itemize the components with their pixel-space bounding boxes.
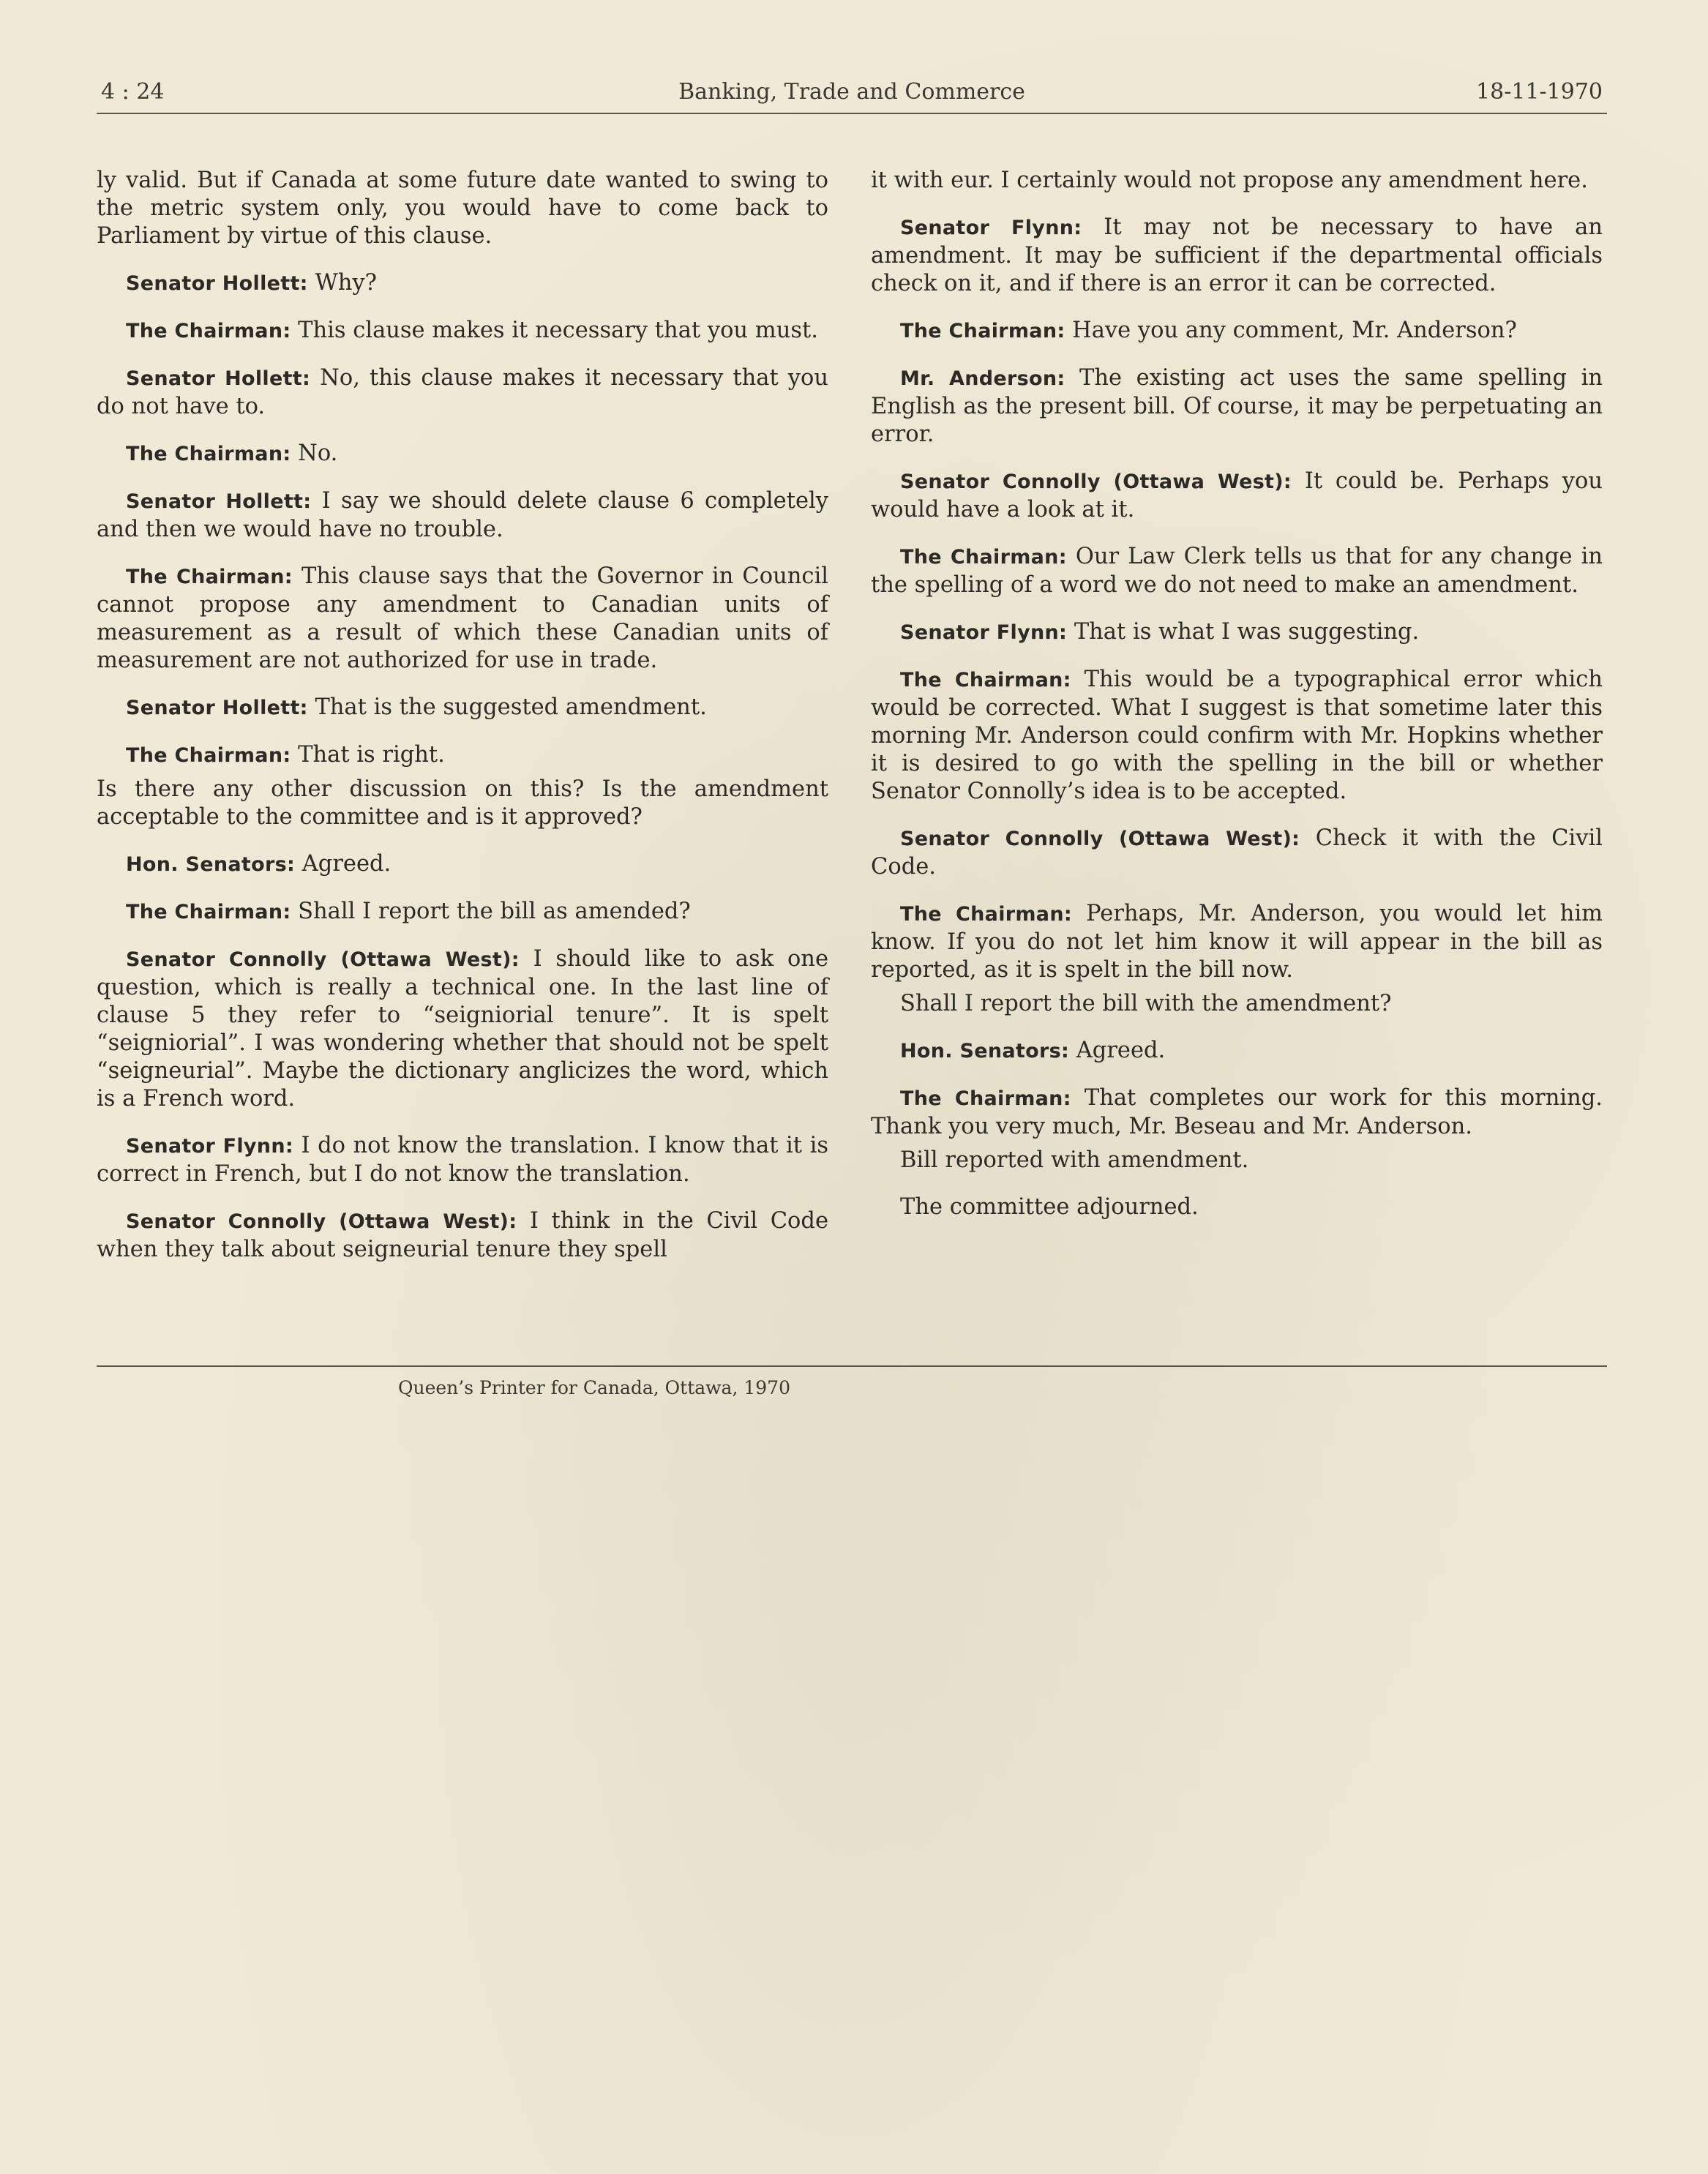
transcript-paragraph <box>97 440 828 468</box>
paragraph-text: Agreed. <box>1069 1038 1166 1063</box>
speaker-name: The Chairman: <box>900 669 1071 691</box>
transcript-paragraph <box>871 1037 1603 1065</box>
paragraph-text: The committee adjourned. <box>900 1194 1199 1220</box>
paragraph-text: It could be. Perhaps you would have a look at it. <box>871 468 1603 522</box>
speaker-name: The Chairman: <box>126 320 291 342</box>
transcript-paragraph <box>871 990 1603 1018</box>
transcript-paragraph <box>97 694 828 722</box>
speaker-name: The Chairman: <box>126 443 291 465</box>
transcript-paragraph <box>97 317 828 345</box>
transcript-paragraph <box>871 1193 1603 1221</box>
speaker-name: Senator Hollett: <box>126 697 308 719</box>
transcript-paragraph <box>871 1147 1603 1174</box>
transcript-paragraph <box>97 741 828 770</box>
transcript-paragraph <box>97 850 828 879</box>
speaker-name: The Chairman: <box>900 546 1067 569</box>
right-column <box>871 167 1603 1240</box>
paragraph-text: Is there any other discussion on this? Is the amendment acceptable to the committee and is it approved? <box>97 776 828 830</box>
transcript-paragraph <box>871 543 1603 599</box>
speaker-name: Senator Hollett: <box>126 367 311 390</box>
paragraph-text: I say we should delete clause 6 completely and then we would have no trouble. <box>97 488 829 542</box>
transcript-paragraph <box>871 364 1603 449</box>
footer-divider <box>97 1365 1607 1367</box>
paragraph-text: Have you any comment, Mr. Anderson? <box>1065 318 1517 343</box>
transcript-paragraph <box>97 945 828 1113</box>
paragraph-text: Check it with the Civil Code. <box>871 825 1603 880</box>
transcript-paragraph <box>871 167 1603 195</box>
paragraph-text: This clause says that the Governor in Council cannot propose any amendment to Canadian units of measurement as a result of which these Canadian units of measurement are not authorized for use in trade. <box>97 563 828 673</box>
transcript-paragraph <box>871 618 1603 647</box>
paragraph-text: ly valid. But if Canada at some future date wanted to swing to the metric system only, you would have to come back to Parliament by virtue of this clause. <box>97 168 828 249</box>
paragraph-text: That completes our work for this morning. Thank you very much, Mr. Beseau and Mr. Anderson. <box>871 1085 1603 1139</box>
paragraph-text: The existing act uses the same spelling in English as the present bill. Of course, it may be perpetuating an error. <box>871 365 1603 447</box>
paragraph-text: This would be a typographical error which would be corrected. What I suggest is that sometime later this morning Mr. Anderson could confirm with Mr. Hopkins whether it is desired to go with the spelling in the bill or whether Senator Connolly’s idea is to be accepted. <box>871 667 1603 804</box>
paragraph-text: it with eur. I certainly would not propose any amendment here. <box>871 168 1588 193</box>
transcript-paragraph <box>871 825 1603 881</box>
speaker-name: Senator Connolly (Ottawa West): <box>900 828 1300 850</box>
paragraph-text: Why? <box>307 270 378 296</box>
transcript-paragraph <box>97 1132 828 1188</box>
speaker-name: Senator Flynn: <box>126 1135 293 1158</box>
transcript-paragraph <box>97 1207 828 1264</box>
paragraph-text: Shall I report the bill with the amendment? <box>900 991 1392 1016</box>
transcript-paragraph <box>97 776 828 831</box>
speaker-name: Senator Connolly (Ottawa West): <box>126 948 520 971</box>
speaker-name: The Chairman: <box>126 566 293 588</box>
paragraph-text: No, this clause makes it necessary that you do not have to. <box>97 365 829 419</box>
transcript-paragraph <box>871 666 1603 806</box>
page-header <box>97 73 1607 114</box>
transcript-paragraph <box>871 214 1603 298</box>
paragraph-text: I should like to ask one question, which is really a technical one. In the last line of clause 5 they refer to “seigniorial tenure”. It is spelt “seigniorial”. I was wondering whether that should not be spelt “seigneurial”. Maybe the dictionary anglicizes the word, which is a French word. <box>97 946 828 1112</box>
transcript-paragraph <box>871 317 1603 345</box>
speaker-name: The Chairman: <box>126 901 291 923</box>
printer-credit: Queen’s Printer for Canada, Ottawa, 1970 <box>398 1377 790 1398</box>
transcript-paragraph <box>871 468 1603 524</box>
paragraph-text: Our Law Clerk tells us that for any change in the spelling of a word we do not need to make an amendment. <box>871 544 1603 598</box>
transcript-paragraph <box>97 269 828 298</box>
speaker-name: Senator Connolly (Ottawa West): <box>900 471 1292 493</box>
paragraph-text: I do not know the translation. I know that it is correct in French, but I do not know the translation. <box>97 1133 828 1187</box>
speaker-name: The Chairman: <box>900 1087 1071 1110</box>
transcript-paragraph <box>871 900 1603 984</box>
speaker-name: Senator Hollett: <box>126 490 312 513</box>
publication-title: Banking, Trade and Commerce <box>678 79 1025 105</box>
speaker-name: Senator Connolly (Ottawa West): <box>126 1210 517 1233</box>
paragraph-text: Shall I report the bill as amended? <box>291 899 691 924</box>
publication-date: 18-11-1970 <box>1476 79 1603 105</box>
page-number: 4 : 24 <box>101 79 165 105</box>
speaker-name: Senator Flynn: <box>900 621 1068 644</box>
paragraph-text: It may not be necessary to have an amendment. It may be sufficient if the departmental officials check on it, and if there is an error it can be corrected. <box>871 214 1603 296</box>
speaker-name: The Chairman: <box>900 903 1072 926</box>
speaker-name: The Chairman: <box>900 320 1065 342</box>
paragraph-text: No. <box>291 441 338 466</box>
transcript-paragraph <box>97 563 828 675</box>
speaker-name: Senator Flynn: <box>900 217 1082 239</box>
transcript-paragraph <box>97 364 828 421</box>
paragraph-text: Perhaps, Mr. Anderson, you would let him know. If you do not let him know it will appear in the bill as reported, as it is spelt in the bill now. <box>871 901 1603 983</box>
speaker-name: The Chairman: <box>126 744 291 767</box>
speaker-name: Mr. Anderson: <box>900 367 1065 390</box>
paragraph-text: This clause makes it necessary that you must. <box>291 318 818 343</box>
speaker-name: Hon. Senators: <box>126 853 296 876</box>
paragraph-text: Agreed. <box>295 851 392 877</box>
transcript-paragraph <box>97 167 828 250</box>
paragraph-text: Bill reported with amendment. <box>900 1147 1249 1173</box>
paragraph-text: That is right. <box>291 742 445 768</box>
paragraph-text: I think in the Civil Code when they talk about seigneurial tenure they spell <box>97 1208 828 1262</box>
speaker-name: Senator Hollett: <box>126 272 308 295</box>
left-column <box>97 167 828 1283</box>
transcript-paragraph <box>97 898 828 926</box>
paragraph-text: That is what I was suggesting. <box>1067 619 1420 645</box>
transcript-paragraph <box>871 1084 1603 1141</box>
paragraph-text: That is the suggested amendment. <box>307 694 707 720</box>
transcript-paragraph <box>97 487 828 544</box>
speaker-name: Hon. Senators: <box>900 1040 1070 1062</box>
